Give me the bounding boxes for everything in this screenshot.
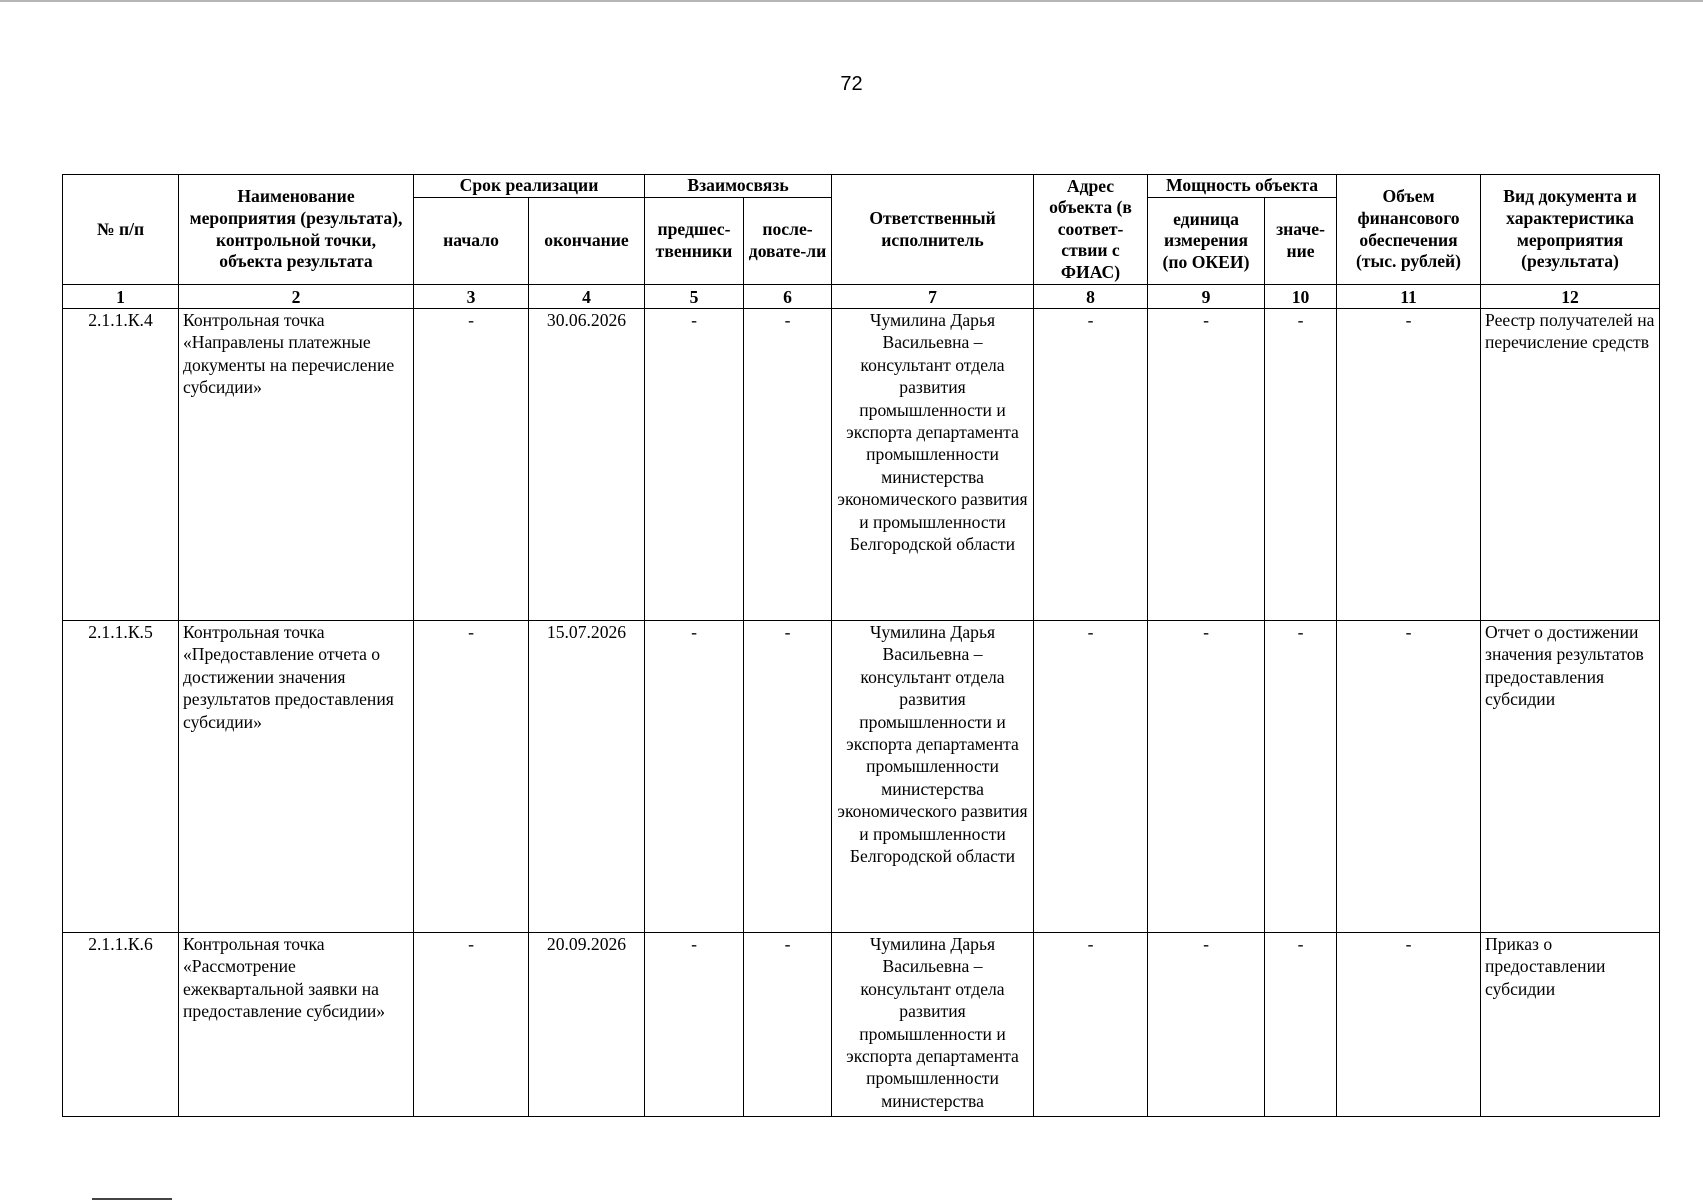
row-responsible: Чумилина Дарья Васильевна – консультант отдела развития промышленности и экспорта департамента промышленности министерства экономического развития и промышленности Белгородской области: [837, 310, 1028, 555]
row-end: 20.09.2026: [529, 933, 645, 1117]
table-row: [63, 933, 1660, 1117]
row-value: -: [1265, 309, 1337, 621]
table-row: [63, 621, 1660, 933]
header-period: Срок реализации: [414, 175, 645, 198]
row-unit: -: [1148, 309, 1265, 621]
row-name: Контрольная точка «Предоставление отчета о достижении значения результатов предоставления субсидии»: [179, 621, 414, 933]
implementation-plan-table: [62, 174, 1660, 1117]
row-number: 2.1.1.К.6: [63, 933, 179, 1117]
header-start: начало: [414, 198, 529, 285]
row-doc-type: Отчет о достижении значения результатов предоставления субсидии: [1481, 621, 1660, 933]
table-row: [63, 309, 1660, 621]
header-successors: после-довате-ли: [744, 198, 832, 285]
row-start: -: [414, 621, 529, 933]
row-successors: -: [744, 621, 832, 933]
row-doc-type: Реестр получателей на перечисление средств: [1481, 309, 1660, 621]
column-number: 1: [63, 285, 179, 309]
row-responsible-cell: [832, 621, 1034, 933]
column-number: 9: [1148, 285, 1265, 309]
column-number: 8: [1034, 285, 1148, 309]
header-num: № п/п: [63, 175, 179, 285]
row-responsible: Чумилина Дарья Васильевна – консультант отдела развития промышленности и экспорта департамента промышленности министерства: [846, 934, 1019, 1111]
row-end: 15.07.2026: [529, 621, 645, 933]
row-responsible-cell: [832, 309, 1034, 621]
column-numbers-row: [63, 285, 1660, 309]
row-unit: -: [1148, 933, 1265, 1117]
table-header: [63, 175, 1660, 309]
row-unit: -: [1148, 621, 1265, 933]
row-start: -: [414, 933, 529, 1117]
column-number: 5: [645, 285, 744, 309]
row-address: -: [1034, 621, 1148, 933]
row-name: Контрольная точка «Рассмотрение ежеквартальной заявки на предоставление субсидии»: [179, 933, 414, 1117]
row-successors: -: [744, 309, 832, 621]
header-finance: Объем финансового обеспечения (тыс. рублей): [1337, 175, 1481, 285]
header-unit: единица измерения (по ОКЕИ): [1148, 198, 1265, 285]
row-address: -: [1034, 309, 1148, 621]
row-start: -: [414, 309, 529, 621]
header-capacity: Мощность объекта: [1148, 175, 1337, 198]
header-name: Наименование мероприятия (результата), контрольной точки, объекта результата: [179, 175, 414, 285]
row-successors: -: [744, 933, 832, 1117]
row-name: Контрольная точка «Направлены платежные документы на перечисление субсидии»: [179, 309, 414, 621]
row-value: -: [1265, 621, 1337, 933]
column-number: 10: [1265, 285, 1337, 309]
column-number: 3: [414, 285, 529, 309]
table-body: [63, 309, 1660, 1117]
row-doc-type: Приказ о предоставлении субсидии: [1481, 933, 1660, 1117]
column-number: 6: [744, 285, 832, 309]
column-number: 2: [179, 285, 414, 309]
header-address: Адрес объекта (в соответ-ствии с ФИАС): [1034, 175, 1148, 285]
row-finance: -: [1337, 309, 1481, 621]
column-number: 12: [1481, 285, 1660, 309]
row-address: -: [1034, 933, 1148, 1117]
header-relation: Взаимосвязь: [645, 175, 832, 198]
column-number: 11: [1337, 285, 1481, 309]
row-finance: -: [1337, 621, 1481, 933]
page-number: 72: [840, 73, 863, 95]
header-doc-type: Вид документа и характеристика мероприятия (результата): [1481, 175, 1660, 285]
row-number: 2.1.1.К.5: [63, 621, 179, 933]
header-responsible: Ответственный исполнитель: [832, 175, 1034, 285]
row-finance: -: [1337, 933, 1481, 1117]
column-number: 7: [832, 285, 1034, 309]
header-end: окончание: [529, 198, 645, 285]
row-number: 2.1.1.К.4: [63, 309, 179, 621]
row-predecessors: -: [645, 933, 744, 1117]
row-predecessors: -: [645, 621, 744, 933]
top-scan-edge: [0, 0, 1703, 2]
row-responsible: Чумилина Дарья Васильевна – консультант отдела развития промышленности и экспорта департамента промышленности министерства экономического развития и промышленности Белгородской области: [837, 622, 1028, 867]
header-predecessors: предшес-твенники: [645, 198, 744, 285]
row-value: -: [1265, 933, 1337, 1117]
row-predecessors: -: [645, 309, 744, 621]
row-end: 30.06.2026: [529, 309, 645, 621]
column-number: 4: [529, 285, 645, 309]
row-responsible-cell: [832, 933, 1034, 1117]
header-value: значе-ние: [1265, 198, 1337, 285]
